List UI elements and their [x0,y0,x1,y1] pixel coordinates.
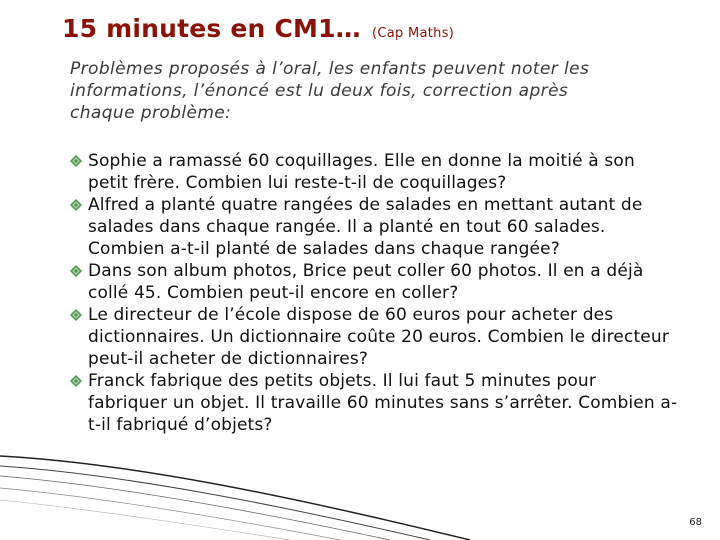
slide-title [62,14,454,43]
diamond-bullet-icon [70,265,82,277]
problem-text: Alfred a planté quatre rangées de salades en mettant autant de salades dans chaque rangée. Il a planté en tout 60 salades. Combien a-t-il planté de salades dans chaque rangée? [88,195,643,259]
intro-text: Problèmes proposés à l’oral, les enfants peuvent noter les informations, l’énoncé est lu deux fois, correction après chaque problème: [70,59,590,123]
problem-list [70,150,680,436]
list-item [70,150,680,194]
list-item [70,370,680,436]
problem-text: Franck fabrique des petits objets. Il lui faut 5 minutes pour fabriquer un objet. Il travaille 60 minutes sans s’arrêter. Combien a-t-il fabriqué d’objets? [88,371,678,435]
diamond-bullet-icon [70,375,82,387]
diamond-bullet-icon [70,155,82,167]
title-main: 15 minutes en CM1… [62,14,361,43]
problem-text: Sophie a ramassé 60 coquillages. Elle en donne la moitié à son petit frère. Combien lui reste-t-il de coquillages? [88,151,635,193]
diamond-bullet-icon [70,199,82,211]
problem-text: Dans son album photos, Brice peut coller 60 photos. Il en a déjà collé 45. Combien peut-il encore en coller? [88,261,644,303]
title-subtitle: (Cap Maths) [371,26,455,41]
problem-text: Le directeur de l’école dispose de 60 euros pour acheter des dictionnaires. Un dictionnaire coûte 20 euros. Combien le directeur peut-il acheter de dictionnaires? [88,305,669,369]
list-item [70,194,680,260]
list-item [70,304,680,370]
page-number: 68 [689,517,702,528]
diamond-bullet-icon [70,309,82,321]
list-item [70,260,680,304]
